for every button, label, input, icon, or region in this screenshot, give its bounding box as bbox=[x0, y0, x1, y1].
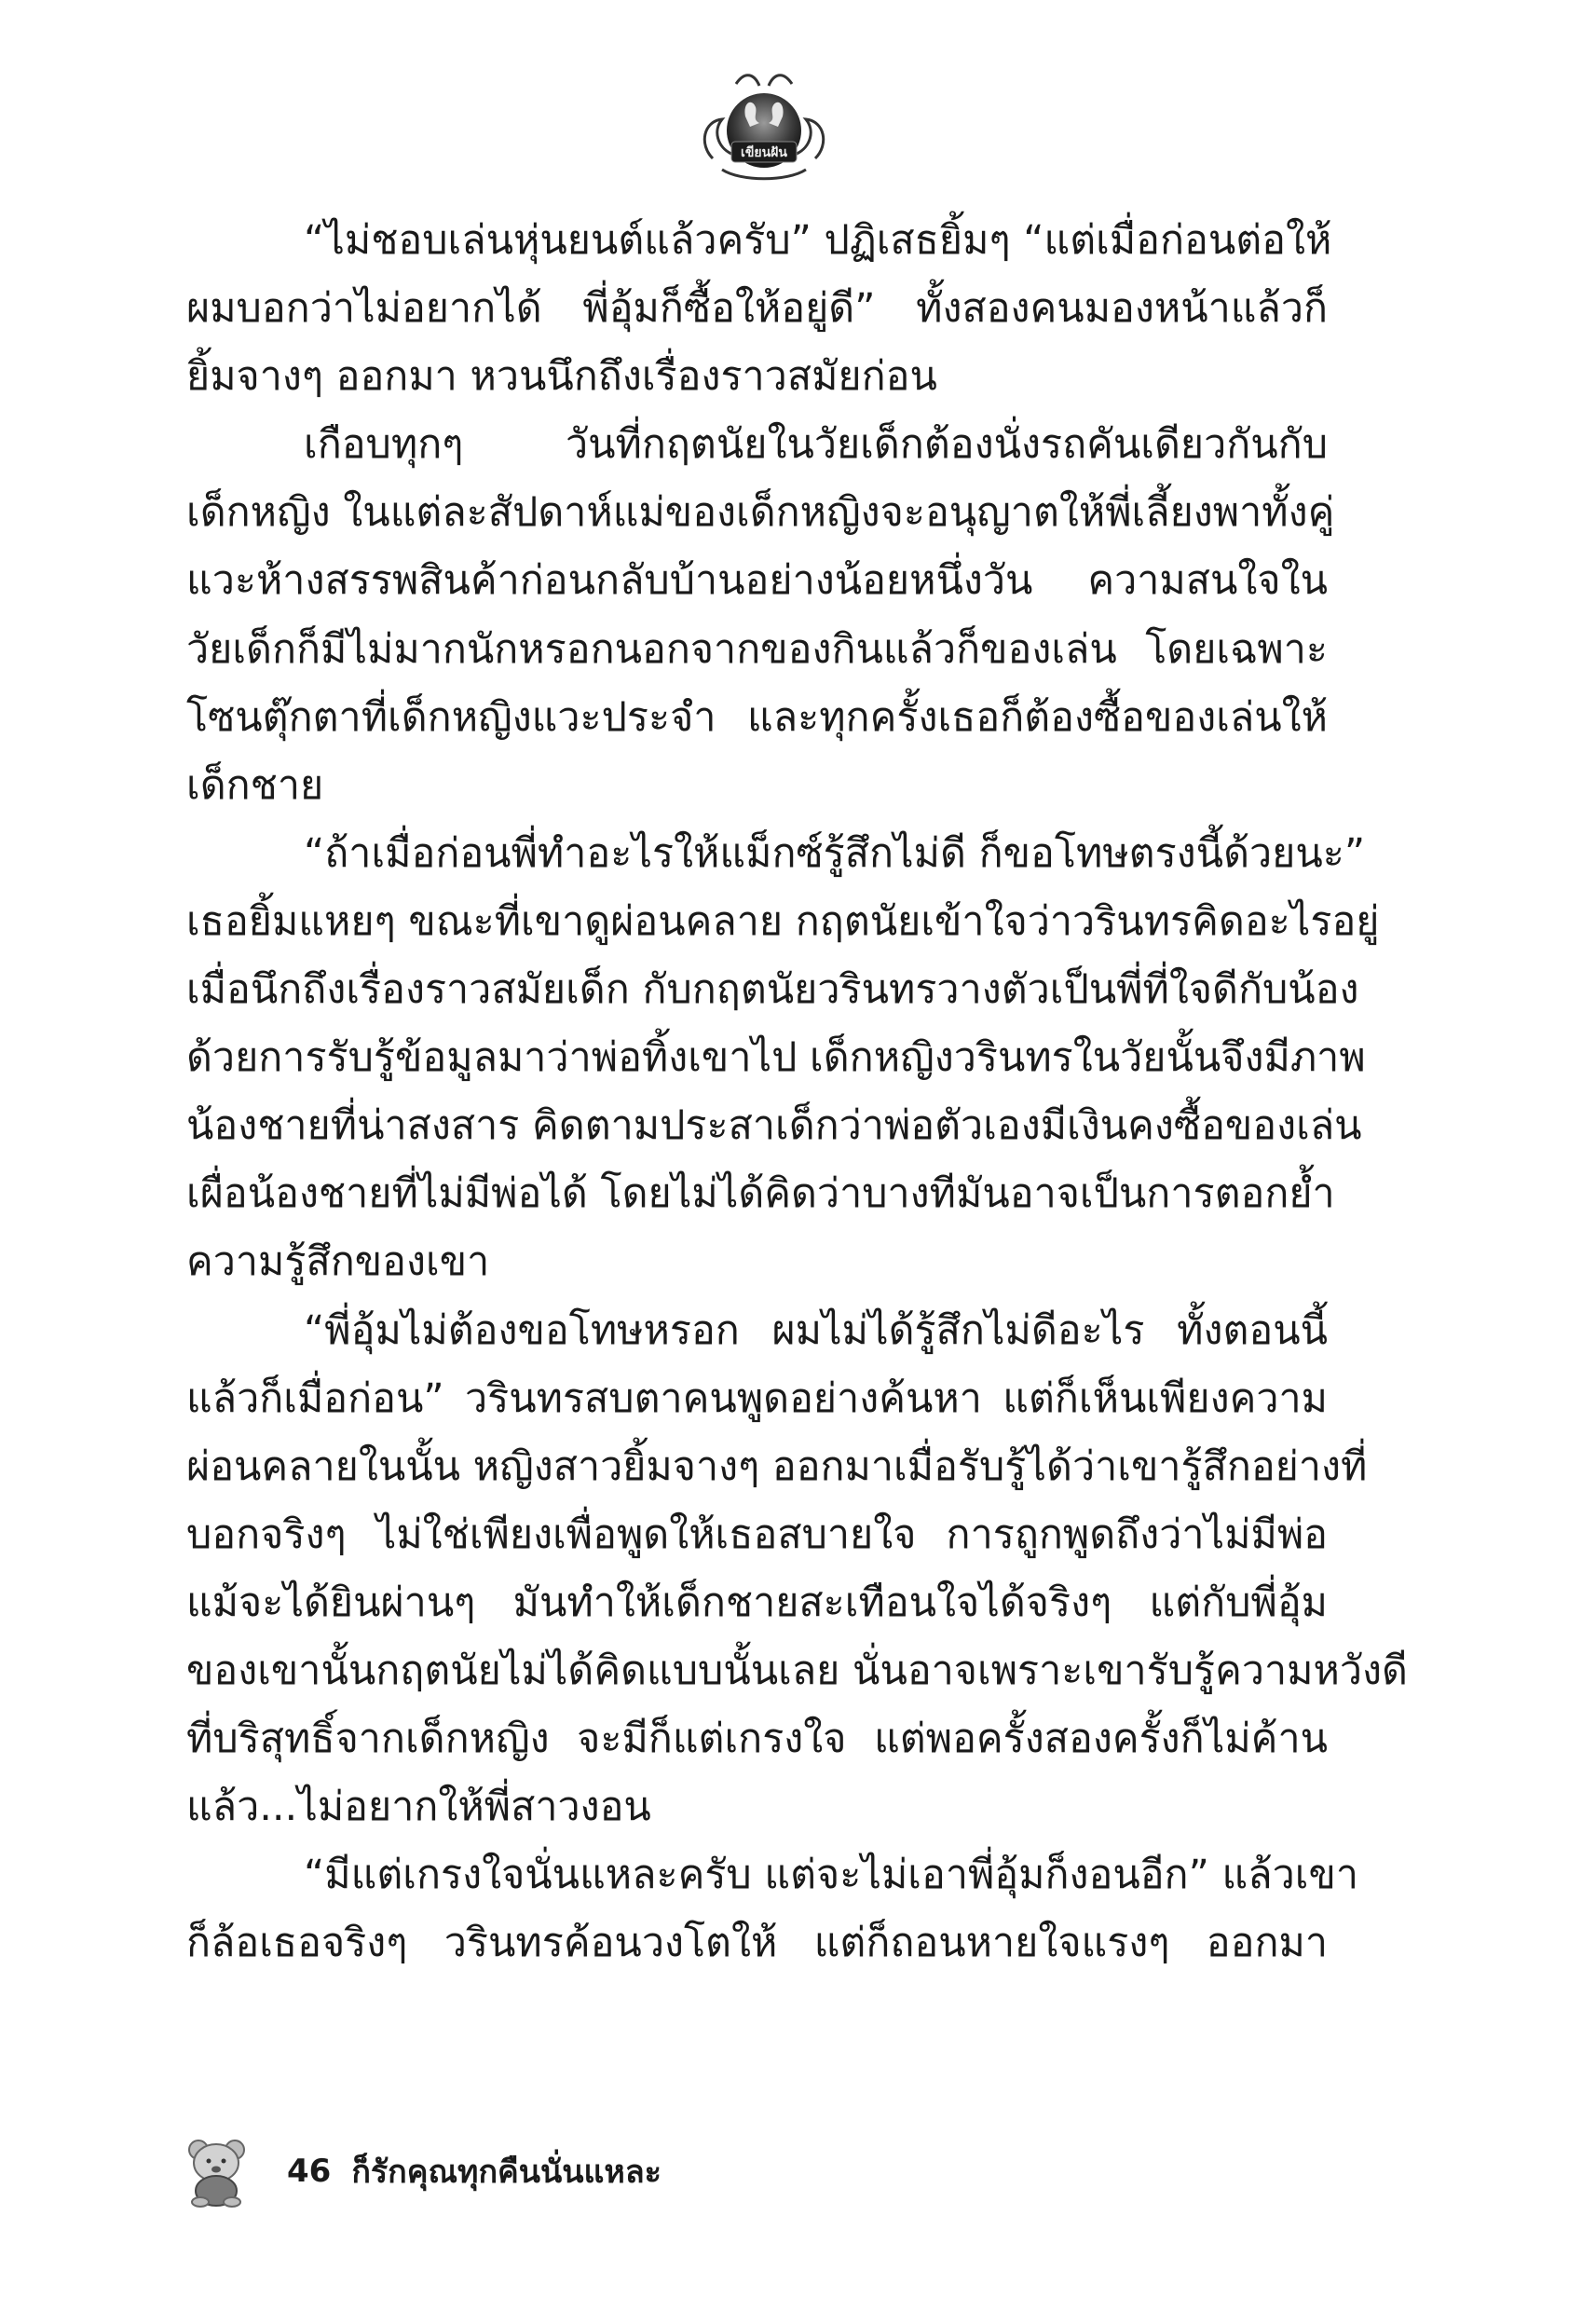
page-number: 46 bbox=[287, 2153, 332, 2190]
page-footer bbox=[182, 2129, 834, 2213]
text-line: เผื่อน้องชายที่ไม่มีพ่อได้ โดยไม่ได้คิดว่าบางทีมันอาจเป็นการตอกย้ำ bbox=[186, 1170, 1335, 1218]
text-line: “ถ้าเมื่อก่อนพี่ทำอะไรให้แม็กซ์รู้สึกไม่ดี ก็ขอโทษตรงนี้ด้วยนะ” bbox=[304, 829, 1366, 877]
swan-emblem-icon bbox=[694, 65, 834, 186]
paragraph bbox=[186, 1841, 1358, 1977]
text-line: ที่บริสุทธิ์จากเด็กหญิง จะมีก็แต่เกรงใจ แต่พอครั้งสองครั้งก็ไม่ค้าน bbox=[186, 1716, 1328, 1763]
text-line: แม้จะได้ยินผ่านๆ มันทำให้เด็กชายสะเทือนใจได้จริงๆ แต่กับพี่อุ้ม bbox=[186, 1579, 1328, 1626]
text-line: น้องชายที่น่าสงสาร คิดตามประสาเด็กว่าพ่อตัวเองมีเงินคงซื้อของเล่น bbox=[186, 1102, 1362, 1150]
text-line: แล้วก็เมื่อก่อน” วรินทรสบตาคนพูดอย่างค้นหา แต่ก็เห็นเพียงความ bbox=[186, 1374, 1328, 1422]
teddy-bear-icon bbox=[182, 2135, 252, 2208]
text-line: บอกจริงๆ ไม่ใช่เพียงเพื่อพูดให้เธอสบายใจ การถูกพูดถึงว่าไม่มีพ่อ bbox=[186, 1511, 1328, 1558]
text-line: ด้วยการรับรู้ข้อมูลมาว่าพ่อทิ้งเขาไป เด็กหญิงวรินทรในวัยนั้นจึงมีภาพ bbox=[186, 1034, 1366, 1082]
text-line: เธอยิ้มแหยๆ ขณะที่เขาดูผ่อนคลาย กฤตนัยเข้าใจว่าวรินทรคิดอะไรอยู่ bbox=[186, 897, 1380, 945]
paragraph bbox=[186, 411, 1335, 820]
paragraph bbox=[186, 820, 1380, 1297]
text-line: ความรู้สึกของเขา bbox=[186, 1238, 490, 1286]
text-line: ผ่อนคลายในนั้น หญิงสาวยิ้มจางๆ ออกมาเมื่อรับรู้ได้ว่าเขารู้สึกอย่างที่ bbox=[186, 1443, 1368, 1490]
text-line: เด็กชาย bbox=[186, 761, 324, 809]
text-line: ผมบอกว่าไม่อยากได้ พี่อุ้มก็ซื้อให้อยู่ดี” ทั้งสองคนมองหน้าแล้วก็ bbox=[186, 285, 1328, 333]
text-line: ของเขานั้นกฤตนัยไม่ได้คิดแบบนั้นเลย นั่นอาจเพราะเขารับรู้ความหวังดี bbox=[186, 1647, 1408, 1694]
text-line: เด็กหญิง ในแต่ละสัปดาห์แม่ของเด็กหญิงจะอนุญาตให้พี่เลี้ยงพาทั้งคู่ bbox=[186, 489, 1335, 537]
text-line: วัยเด็กก็มีไม่มากนักหรอกนอกจากของกินแล้วก็ของเล่น โดยเฉพาะ bbox=[186, 625, 1328, 673]
text-line: “พี่อุ้มไม่ต้องขอโทษหรอก ผมไม่ได้รู้สึกไม่ดีอะไร ทั้งตอนนี้ bbox=[304, 1306, 1328, 1354]
text-line: ยิ้มจางๆ ออกมา หวนนึกถึงเรื่องราวสมัยก่อน bbox=[186, 353, 937, 401]
text-line: ก็ล้อเธอจริงๆ วรินทรค้อนวงโตให้ แต่ก็ถอนหายใจแรงๆ ออกมา bbox=[186, 1920, 1328, 1967]
text-line: แล้ว...ไม่อยากให้พี่สาวงอน bbox=[186, 1784, 651, 1831]
text-line: “ไม่ชอบเล่นหุ่นยนต์แล้วครับ” ปฏิเสธยิ้มๆ “แต่เมื่อก่อนต่อให้ bbox=[304, 217, 1332, 264]
text-line: เมื่อนึกถึงเรื่องราวสมัยเด็ก กับกฤตนัยวรินทรวางตัวเป็นพี่ที่ใจดีกับน้อง bbox=[186, 966, 1359, 1014]
book-title: ก็รักคุณทุกคืนนั่นแหละ bbox=[351, 2154, 662, 2191]
logo-text: เขียนฝัน bbox=[741, 145, 787, 160]
text-line: โซนตุ๊กตาที่เด็กหญิงแวะประจำ และทุกครั้งเธอก็ต้องซื้อของเล่นให้ bbox=[186, 693, 1328, 741]
text-line: “มีแต่เกรงใจนั่นแหละครับ แต่จะไม่เอาพี่อุ้มก็งอนอีก” แล้วเขา bbox=[304, 1852, 1358, 1899]
paragraph bbox=[186, 1297, 1408, 1842]
text-line: เกือบทุกๆ วันที่กฤตนัยในวัยเด็กต้องนั่งรถคันเดียวกันกับ bbox=[304, 421, 1328, 469]
text-line: แวะห้างสรรพสินค้าก่อนกลับบ้านอย่างน้อยหนึ่งวัน ความสนใจใน bbox=[186, 557, 1328, 605]
body-text bbox=[186, 207, 1408, 1977]
paragraph bbox=[186, 207, 1332, 411]
